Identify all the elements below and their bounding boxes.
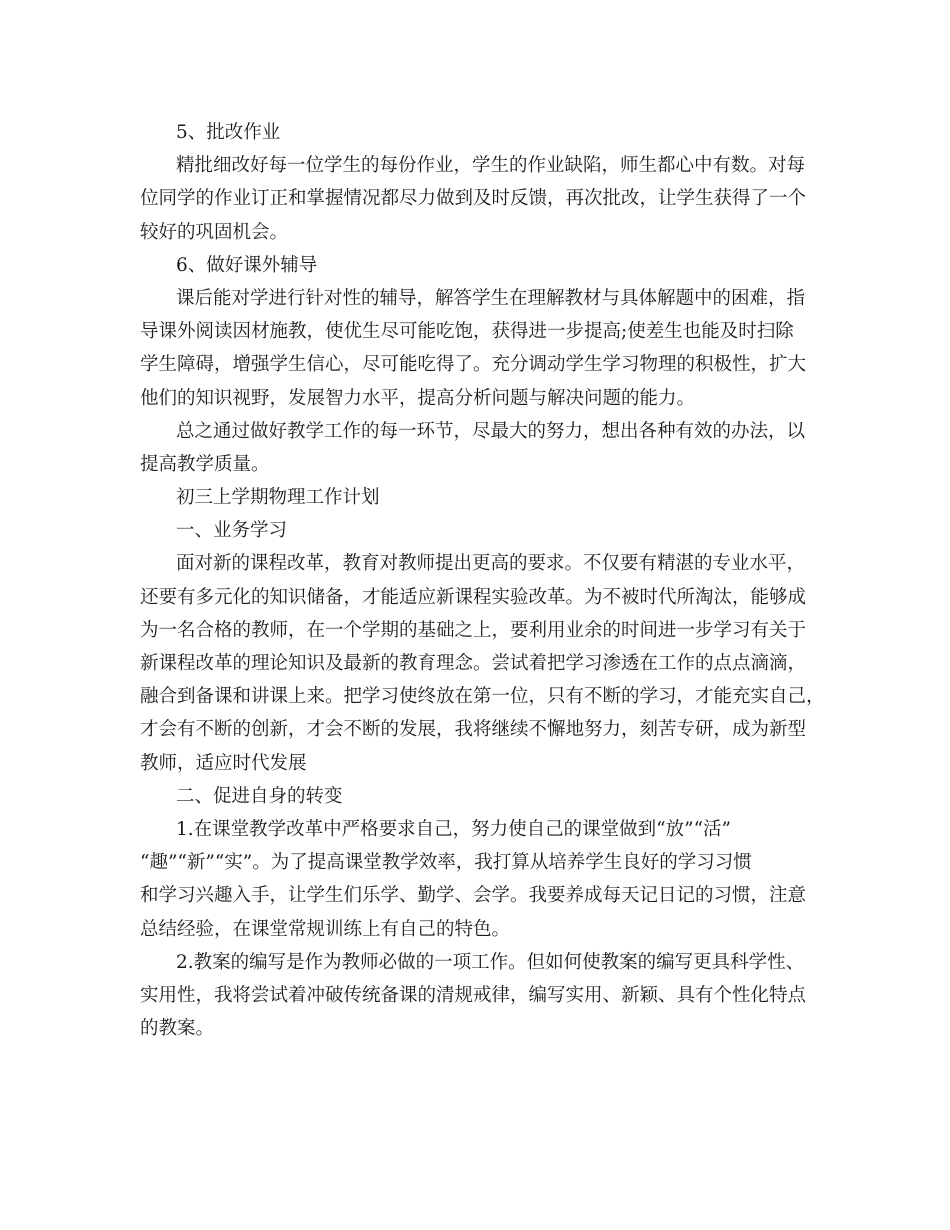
text-line: 1.在课堂教学改革中严格要求自己，努力使自己的课堂做到“放”“活” — [176, 818, 731, 840]
text-line: 实用性，我将尝试着冲破传统备课的清规戒律，编写实用、新颖、具有个性化特点 — [140, 984, 807, 1006]
text-line: 提高教学质量。 — [140, 453, 270, 475]
text-line: 6、做好课外辅导 — [176, 254, 318, 276]
text-line: 二、促进自身的转变 — [176, 785, 343, 807]
text-line: 2.教案的编写是作为教师必做的一项工作。但如何使教案的编写更具科学性、 — [176, 951, 805, 973]
text-line: 新课程改革的理论知识及最新的教育理念。尝试着把学习渗透在工作的点点滴滴， — [140, 653, 807, 674]
text-line: 的教案。 — [140, 1018, 215, 1040]
text-line: 学生障碍，增强学生信心，尽可能吃得了。充分调动学生学习物理的积极性，扩大 — [140, 354, 807, 376]
text-line: 总结经验，在课堂常规训练上有自己的特色。 — [140, 918, 511, 940]
document-body — [140, 116, 825, 1045]
text-line: “趣”“新”“实”。为了提高课堂教学效率，我打算从培养学生良好的学习习惯 — [140, 852, 752, 874]
text-line: 位同学的作业订正和掌握情况都尽力做到及时反馈，再次批改，让学生获得了一个 — [140, 188, 807, 210]
text-line: 为一名合格的教师，在一个学期的基础之上，要利用业余的时间进一步学习有关于 — [140, 619, 807, 641]
text-line: 5、批改作业 — [176, 122, 281, 143]
text-line: 他们的知识视野，发展智力水平，提高分析问题与解决问题的能力。 — [140, 387, 696, 409]
text-line: 导课外阅读因材施教，使优生尽可能吃饱，获得进一步提高;使差生也能及时扫除 — [140, 321, 794, 343]
text-line: 一、业务学习 — [176, 520, 288, 542]
text-line: 总之通过做好教学工作的每一环节，尽最大的努力，想出各种有效的办法，以 — [176, 420, 806, 442]
text-line: 融合到备课和讲课上来。把学习使终放在第一位，只有不断的学习，才能充实自己， — [140, 686, 825, 708]
text-line: 初三上学期物理工作计划 — [176, 487, 380, 509]
text-line: 和学习兴趣入手，让学生们乐学、勤学、会学。我要养成每天记日记的习惯，注意 — [140, 885, 807, 907]
text-line: 较好的巩固机会。 — [140, 221, 289, 243]
text-line: 面对新的课程改革，教育对教师提出更高的要求。不仅要有精湛的专业水平， — [176, 553, 806, 575]
text-line: 教师，适应时代发展 — [140, 752, 307, 774]
text-line: 精批细改好每一位学生的每份作业，学生的作业缺陷，师生都心中有数。对每 — [176, 155, 806, 177]
text-line: 课后能对学进行针对性的辅导，解答学生在理解教材与具体解题中的困难，指 — [176, 287, 806, 309]
text-line: 还要有多元化的知识储备，才能适应新课程实验改革。为不被时代所淘汰，能够成 — [140, 586, 807, 608]
text-line: 才会有不断的创新，才会不断的发展，我将继续不懈地努力，刻苦专研，成为新型 — [140, 719, 807, 741]
